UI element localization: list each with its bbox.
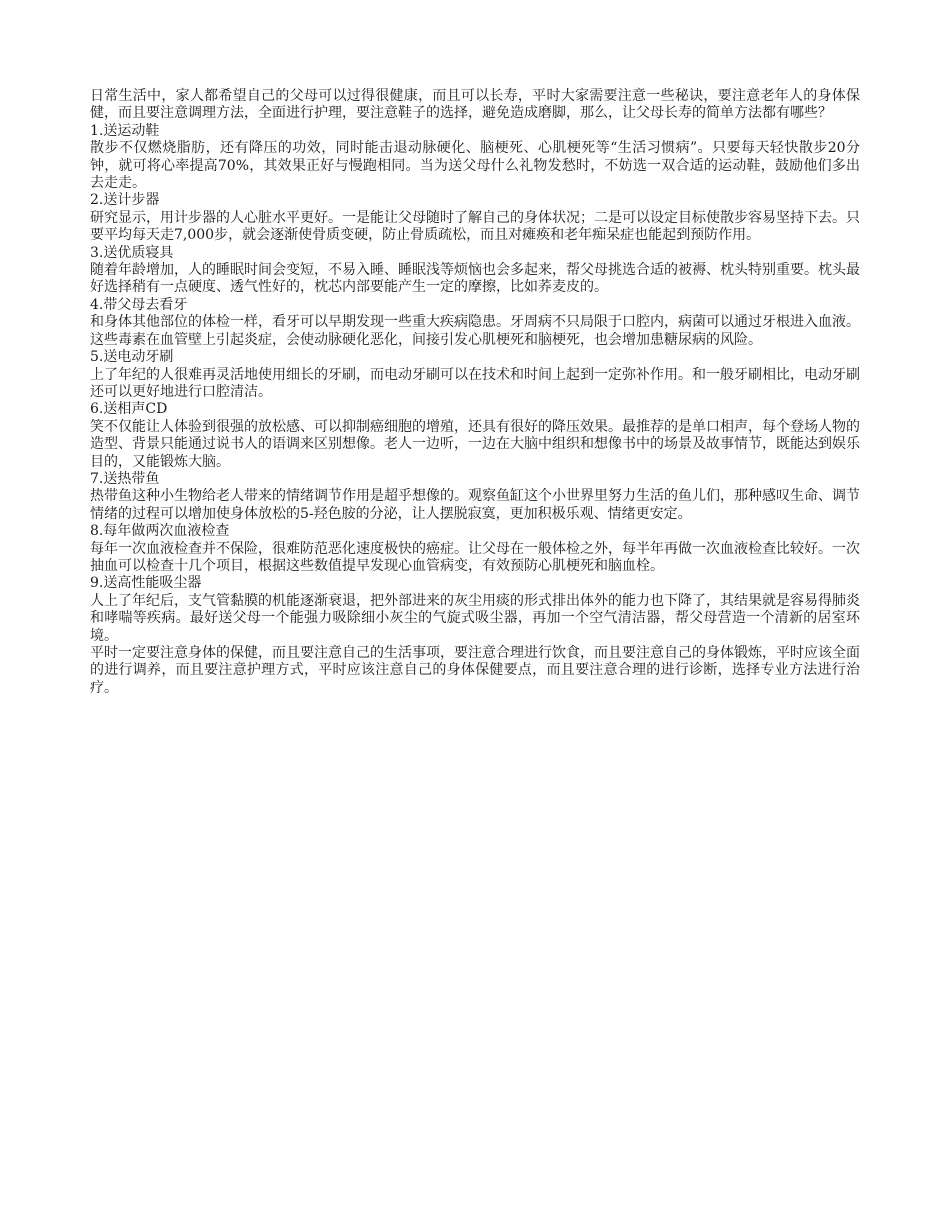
section-body-2: 研究显示，用计步器的人心脏水平更好。一是能让父母随时了解自己的身体状况；二是可以设定目标使散步容易坚持下去。只要平均每天走7,000步，就会逐渐使骨质变硬，防止骨质疏松，而且对瘫痪和老年痴呆症也能起到预防作用。 [90, 209, 860, 244]
section-body-5: 上了年纪的人很难再灵活地使用细长的牙刷，而电动牙刷可以在技术和时间上起到一定弥补作用。和一般牙刷相比，电动牙刷还可以更好地进行口腔清洁。 [90, 366, 860, 400]
section-body-4: 和身体其他部位的体检一样，看牙可以早期发现一些重大疾病隐患。牙周病不只局限于口腔内，病菌可以通过牙根进入血液。这些毒素在血管壁上引起炎症，会使动脉硬化恶化，间接引发心肌梗死和脑梗死，也会增加患糖尿病的风险。 [90, 314, 860, 348]
section-heading-6: 6.送相声CD [90, 401, 168, 418]
section-body-6: 笑不仅能让人体验到很强的放松感、可以抑制癌细胞的增殖，还具有很好的降压效果。最推荐的是单口相声，每个登场人物的造型、背景只能通过说书人的语调来区别想像。老人一边听，一边在大脑中组织和想像书中的场景及故事情节，既能达到娱乐目的，又能锻炼大脑。 [90, 418, 860, 470]
section-body-1: 散步不仅燃烧脂肪，还有降压的功效，同时能击退动脉硬化、脑梗死、心肌梗死等“生活习惯病”。只要每天轻快散步20分钟，就可将心率提高70%，其效果正好与慢跑相同。当为送父母什么礼物发愁时，不妨选一双合适的运动鞋，鼓励他们多出去走走。 [90, 140, 860, 192]
section-body-8: 每年一次血液检查并不保险，很难防范恶化速度极快的癌症。让父母在一般体检之外，每半年再做一次血液检查比较好。一次抽血可以检查十几个项目，根据这些数值提早发现心血管病变，有效预防心肌梗死和脑血栓。 [90, 540, 860, 574]
section-heading-4: 4.带父母去看牙 [90, 296, 188, 313]
section-heading-9: 9.送高性能吸尘器 [90, 575, 202, 592]
conclusion-paragraph: 平时一定要注意身体的保健，而且要注意自己的生活事项，要注意合理进行饮食，而且要注意自己的身体锻炼，平时应该全面的进行调养，而且要注意护理方式，平时应该注意自己的身体保健要点，而且要注意合理的进行诊断，选择专业方法进行治疗。 [90, 645, 860, 696]
article [90, 88, 860, 697]
section-heading-1: 1.送运动鞋 [90, 122, 160, 139]
section-body-9: 人上了年纪后，支气管黏膜的机能逐渐衰退，把外部进来的灰尘用痰的形式排出体外的能力也下降了，其结果就是容易得肺炎和哮喘等疾病。最好送父母一个能强力吸除细小灰尘的气旋式吸尘器，再加一个空气清洁器，帮父母营造一个清新的居室环境。 [90, 592, 860, 644]
section-heading-2: 2.送计步器 [90, 192, 160, 209]
section-body-3: 随着年龄增加，人的睡眠时间会变短，不易入睡、睡眠浅等烦恼也会多起来，帮父母挑选合适的被褥、枕头特别重要。枕头最好选择稍有一点硬度、透气性好的，枕芯内部要能产生一定的摩擦，比如荞麦皮的。 [90, 262, 860, 296]
section-body-7: 热带鱼这种小生物给老人带来的情绪调节作用是超乎想像的。观察鱼缸这个小世界里努力生活的鱼儿们，那种感叹生命、调节情绪的过程可以增加使身体放松的5-羟色胺的分泌，让人摆脱寂寞，更加积极乐观、情绪更安定。 [90, 488, 860, 522]
section-heading-5: 5.送电动牙刷 [90, 349, 174, 366]
section-heading-7: 7.送热带鱼 [90, 470, 160, 487]
intro-paragraph: 日常生活中，家人都希望自己的父母可以过得很健康，而且可以长寿，平时大家需要注意一些秘诀，要注意老年人的身体保健，而且要注意调理方法，全面进行护理，要注意鞋子的选择，避免造成磨脚，那么，让父母长寿的简单方法都有哪些？ [90, 88, 860, 122]
section-heading-3: 3.送优质寝具 [90, 244, 174, 261]
section-heading-8: 8.每年做两次血液检查 [90, 523, 230, 540]
